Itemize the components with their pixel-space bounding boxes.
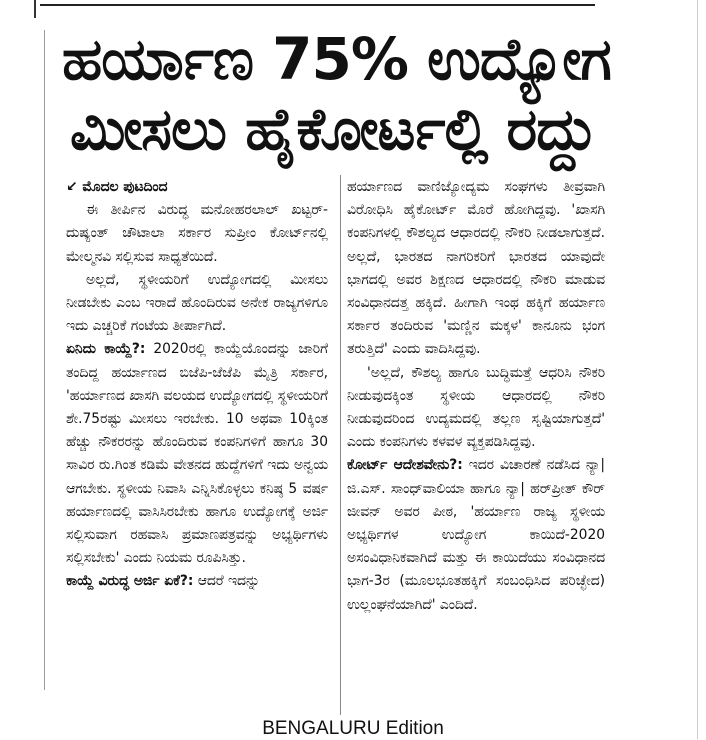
right-column bbox=[347, 176, 605, 617]
page-edge-line bbox=[34, 0, 36, 18]
column-separator bbox=[340, 175, 341, 715]
headline-line-2: ಮೀಸಲು ಹೈಕೋರ್ಟಲ್ಲಿ ರದ್ದು bbox=[70, 95, 597, 163]
continued-from-front-kicker: ↙ ಮೊದಲ ಪುಟದಿಂದ bbox=[66, 179, 168, 195]
headline bbox=[62, 24, 611, 164]
paragraph-text: 2020ರಲ್ಲಿ ಕಾಯ್ದೆಯೊಂದನ್ನು ಜಾರಿಗೆ ತಂದಿದ್ದ ಹರ್ಯಾಣದ ಬಿಜೆಪಿ-ಜೆಜೆಪಿ ಮೈತ್ರಿ ಸರ್ಕಾರ, 'ಹರ್ಯಾಣದ ಖಾಸಗಿ ವಲಯದ ಉದ್ಯೋಗದಲ್ಲಿ ಸ್ಥಳೀಯರಿಗೆ ಶೇ.75ರಷ್ಟು ಮೀಸಲು ಇರಬೇಕು. 10 ಅಥವಾ 10ಕ್ಕಿಂತ ಹೆಚ್ಚು ನೌಕರರನ್ನು ಹೊಂದಿರುವ ಕಂಪನಿಗಳಿಗೆ ಹಾಗೂ 30 ಸಾವಿರ ರು.ಗಿಂತ ಕಡಿಮೆ ವೇತನದ ಹುದ್ದೆಗಳಿಗೆ ಇದು ಅನ್ವಯ ಆಗಬೇಕು. ಸ್ಥಳೀಯ ನಿವಾಸಿ ಎನ್ನಿಸಿಕೊಳ್ಳಲು ಕನಿಷ್ಠ 5 ವರ್ಷ ಹರ್ಯಾಣದಲ್ಲಿ ವಾಸಿಸಿರಬೇಕು ಹಾಗೂ ಉದ್ಯೋಗಕ್ಕೆ ಅರ್ಜಿ ಸಲ್ಲಿಸುವಾಗ ರಹವಾಸಿ ಪ್ರಮಾಣಪತ್ರವನ್ನು ಅಭ್ಯರ್ಥಿಗಳು ಸಲ್ಲಿಸಬೇಕು' ಎಂದು ನಿಯಮ ರೂಪಿಸಿತ್ತು. bbox=[66, 341, 329, 567]
edition-caption: BENGALURU Edition bbox=[262, 718, 444, 739]
right-border bbox=[697, 0, 698, 739]
paragraph: 'ಅಲ್ಲದೆ, ಕೌಶಲ್ಯ ಹಾಗೂ ಬುದ್ಧಿಮತ್ತೆ ಆಧರಿಸಿ ನೌಕರಿ ನೀಡುವುದಕ್ಕಿಂತ ಸ್ಥಳೀಯ ಆಧಾರದಲ್ಲಿ ನೌಕರಿ ನೀಡುವುದರಿಂದ ಉದ್ಯಮದಲ್ಲಿ ತಲ್ಲಣ ಸೃಷ್ಟಿಯಾಗುತ್ತದೆ' ಎಂದು ಕಂಪನಿಗಳು ಕಳವಳ ವ್ಯಕ್ತಪಡಿಸಿದ್ದವು. bbox=[347, 364, 605, 451]
paragraph-with-subhead bbox=[347, 454, 605, 616]
paragraph: ಹರ್ಯಾಣದ ವಾಣಿಜ್ಯೋದ್ಯಮ ಸಂಘಗಳು ತೀವ್ರವಾಗಿ ವಿರೋಧಿಸಿ ಹೈಕೋರ್ಟ್ ಮೊರೆ ಹೋಗಿದ್ದವು. 'ಖಾಸಗಿ ಕಂಪನಿಗಳಲ್ಲಿ ಕೌಶಲ್ಯದ ಆಧಾರದಲ್ಲಿ ನೌಕರಿ ನೀಡಲಾಗುತ್ತದೆ. ಅಲ್ಲದೆ, ಭಾರತದ ನಾಗರಿಕರಿಗೆ ಭಾರತದ ಯಾವುದೇ ಭಾಗದಲ್ಲಿ ಅವರ ಶಿಕ್ಷಣದ ಆಧಾರದಲ್ಲಿ ನೌಕರಿ ಮಾಡುವ ಸಂವಿಧಾನದತ್ತ ಹಕ್ಕಿದೆ. ಹೀಗಾಗಿ ಇಂಥ ಹಕ್ಕಿಗೆ ಹರ್ಯಾಣ ಸರ್ಕಾರ ತಂದಿರುವ 'ಮಣ್ಣಿನ ಮಕ್ಕಳ' ಕಾನೂನು ಭಂಗ ತರುತ್ತಿದೆ' ಎಂದು ವಾದಿಸಿದ್ದವು. bbox=[347, 179, 605, 358]
subhead-court-order: ಕೋರ್ಟ್ ಆದೇಶವೇನು?: bbox=[347, 457, 463, 474]
headline-line-1: ಹರ್ಯಾಣ 75% ಉದ್ಯೋಗ bbox=[62, 25, 611, 93]
paragraph-text: ಇದರ ವಿಚಾರಣೆ ನಡೆಸಿದ ನ್ಯಾ| ಜಿ.ಎಸ್. ಸಾಂಧ್‌ವಾಲಿಯಾ ಹಾಗೂ ನ್ಯಾ| ಹರ್‌ಪ್ರೀತ್ ಕೌರ್ ಜೀವನ್ ಅವರ ಪೀಠ, 'ಹರ್ಯಾಣ ರಾಜ್ಯ ಸ್ಥಳೀಯ ಅಭ್ಯರ್ಥಿಗಳ ಉದ್ಯೋಗ ಕಾಯಿದೆ-2020 ಅಸಂವಿಧಾನಿಕವಾಗಿದೆ ಮತ್ತು ಈ ಕಾಯಿದೆಯು ಸಂವಿಧಾನದ ಭಾಗ-3ರ (ಮೂಲಭೂತಹಕ್ಕಿಗೆ ಸಂಬಂಧಿಸಿದ ಪರಿಚ್ಛೇದ) ಉಲ್ಲಂಘನೆಯಾಗಿದೆ' ಎಂದಿದೆ. bbox=[347, 457, 605, 613]
subhead-why-petition: ಕಾಯ್ದೆ ವಿರುದ್ಧ ಅರ್ಜಿ ಏಕೆ?: bbox=[66, 573, 194, 590]
paragraph: ಈ ತೀರ್ಪಿನ ವಿರುದ್ಧ ಮನೋಹರಲಾಲ್ ಖಟ್ಟರ್-ದುಷ್ಯಂತ್ ಚೌಟಾಲಾ ಸರ್ಕಾರ ಸುಪ್ರೀಂ ಕೋರ್ಟ್‌ನಲ್ಲಿ ಮೇಲ್ಮನವಿ ಸಲ್ಲಿಸುವ ಸಾಧ್ಯತೆಯಿದೆ. bbox=[66, 202, 328, 265]
paragraph-with-subhead bbox=[66, 570, 328, 593]
top-rule bbox=[40, 4, 595, 6]
subhead-what-is-act: ಏನಿದು ಕಾಯ್ದೆ?: bbox=[66, 341, 146, 358]
paragraph: ಅಲ್ಲದೆ, ಸ್ಥಳೀಯರಿಗೆ ಉದ್ಯೋಗದಲ್ಲಿ ಮೀಸಲು ನೀಡಬೇಕು ಎಂಬ ಇರಾದೆ ಹೊಂದಿರುವ ಅನೇಕ ರಾಜ್ಯಗಳಿಗೂ ಇದು ಎಚ್ಚರಿಕೆ ಗಂಟೆಯ ತೀರ್ಪಾಗಿದೆ. bbox=[66, 271, 328, 335]
left-column bbox=[66, 176, 328, 594]
left-column-rule bbox=[44, 30, 45, 690]
paragraph-with-subhead bbox=[66, 338, 328, 570]
paragraph-text: ಆದರೆ ಇದನ್ನು bbox=[193, 573, 260, 590]
